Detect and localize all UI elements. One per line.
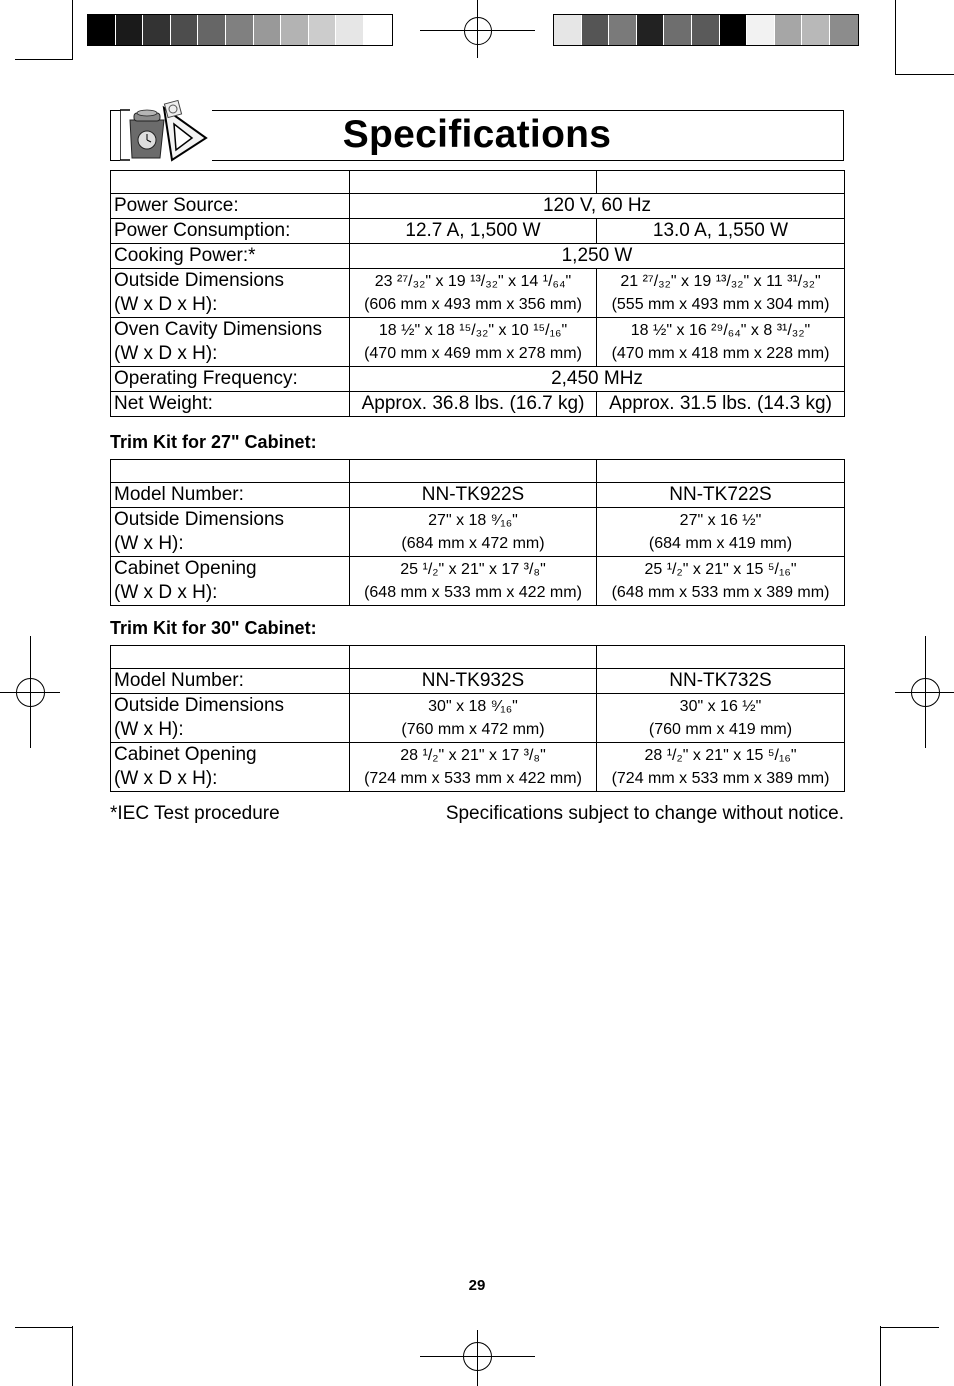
label-line: (W x D x H):: [114, 343, 218, 364]
table-header-row: [111, 460, 845, 483]
value-line: (724 mm x 533 mm x 422 mm): [364, 770, 582, 787]
row-value-a: [350, 318, 597, 367]
table-row: [111, 743, 845, 792]
row-value-b: [597, 269, 845, 318]
table-row: [111, 318, 845, 367]
value-line: 18 ½" x 16 ²⁹/₆₄" x 8 ³¹/₃₂": [630, 322, 811, 339]
color-swatch: [582, 15, 610, 45]
row-value-b: [597, 743, 845, 792]
registration-mark-top: [464, 17, 492, 45]
row-value-b: 13.0 A, 1,550 W: [597, 219, 845, 244]
label-line: Outside Dimensions: [114, 270, 285, 291]
table-row: [111, 367, 845, 392]
trim27-heading: Trim Kit for 27" Cabinet:: [110, 432, 317, 452]
row-label: [111, 318, 350, 367]
label-line: Outside Dimensions: [114, 509, 285, 530]
value-line: 25 ¹/₂" x 21" x 17 ³/₈": [400, 561, 546, 578]
color-swatch: [254, 15, 282, 45]
value-line: (470 mm x 418 mm x 228 mm): [611, 345, 830, 362]
row-value-a: 12.7 A, 1,500 W: [350, 219, 597, 244]
row-value-a: [350, 269, 597, 318]
color-swatch: [309, 15, 337, 45]
table-header-row: [111, 171, 845, 194]
color-swatch: [664, 15, 692, 45]
table-row: [111, 392, 845, 417]
color-swatch: [637, 15, 665, 45]
footnote-iec: *IEC Test procedure: [110, 803, 280, 824]
value-line: (470 mm x 469 mm x 278 mm): [364, 345, 582, 362]
color-bar-right: [553, 14, 859, 46]
trim30-table: [110, 645, 845, 792]
label-line: (W x H):: [114, 719, 184, 740]
row-label: Operating Frequency:: [111, 367, 350, 392]
color-swatch: [171, 15, 199, 45]
footnote-disclaimer: Specifications subject to change without notice.: [445, 803, 844, 824]
model-number-b: NN-TK722S: [597, 483, 845, 508]
table-row: [111, 557, 845, 606]
value-line: 27" x 16 ½": [679, 512, 762, 529]
label-line: (W x D x H):: [114, 294, 218, 315]
value-line: (648 mm x 533 mm x 422 mm): [364, 584, 582, 601]
model-number-a: NN-TK932S: [350, 669, 597, 694]
table-row: [111, 219, 845, 244]
row-label: Power Consumption:: [111, 219, 350, 244]
color-swatch: [364, 15, 392, 45]
value-line: 23 ²⁷/₃₂" x 19 ¹³/₃₂" x 14 ¹/₆₄": [374, 273, 572, 290]
row-value-b: [597, 557, 845, 606]
row-label: [111, 694, 350, 743]
row-value-b: Approx. 31.5 lbs. (14.3 kg): [597, 392, 845, 417]
row-label: Net Weight:: [111, 392, 350, 417]
row-label: Power Source:: [111, 194, 350, 219]
label-line: (W x D x H):: [114, 582, 218, 603]
label-line: (W x D x H):: [114, 768, 218, 789]
value-line: 25 ¹/₂" x 21" x 15 ⁵/₁₆": [644, 561, 797, 578]
trim27-table: [110, 459, 845, 606]
value-line: (648 mm x 533 mm x 389 mm): [611, 584, 830, 601]
label-line: Outside Dimensions: [114, 695, 285, 716]
color-swatch: [198, 15, 226, 45]
value-line: (684 mm x 472 mm): [401, 535, 545, 552]
table-row: [111, 508, 845, 557]
row-value-a: [350, 557, 597, 606]
specs-table: [110, 170, 845, 417]
value-line: (684 mm x 419 mm): [648, 535, 793, 552]
table-header-row: [111, 646, 845, 669]
color-swatch: [830, 15, 858, 45]
color-bar-left: [87, 14, 393, 46]
row-value-b: [597, 318, 845, 367]
row-value-b: [597, 694, 845, 743]
value-line: (555 mm x 493 mm x 304 mm): [611, 296, 830, 313]
value-line: 28 ¹/₂" x 21" x 15 ⁵/₁₆": [644, 747, 797, 764]
page-number: 29: [468, 1277, 486, 1294]
row-label: Cooking Power:*: [111, 244, 350, 269]
value-line: 28 ¹/₂" x 21" x 17 ³/₈": [400, 747, 546, 764]
row-value-b: [597, 508, 845, 557]
table-row: [111, 244, 845, 269]
row-value-a: Approx. 36.8 lbs. (16.7 kg): [350, 392, 597, 417]
row-value-a: [350, 743, 597, 792]
label-line: Oven Cavity Dimensions: [114, 319, 323, 340]
timer-triangle-icon: [120, 98, 212, 164]
color-swatch: [143, 15, 171, 45]
color-swatch: [116, 15, 144, 45]
value-line: (760 mm x 419 mm): [648, 721, 793, 738]
model-number-b: NN-TK732S: [597, 669, 845, 694]
row-label: Model Number:: [111, 483, 350, 508]
label-line: (W x H):: [114, 533, 184, 554]
color-swatch: [802, 15, 830, 45]
value-line: 18 ½" x 18 ¹⁵/₃₂" x 10 ¹⁵/₁₆": [378, 322, 568, 339]
color-swatch: [775, 15, 803, 45]
color-swatch: [554, 15, 582, 45]
value-line: 30" x 18 ⁹⁄₁₆": [428, 698, 518, 715]
registration-mark-right: [911, 678, 940, 707]
table-row: [111, 194, 845, 219]
row-value: 120 V, 60 Hz: [350, 194, 845, 219]
row-label: [111, 557, 350, 606]
row-value: 1,250 W: [350, 244, 845, 269]
table-row: [111, 269, 845, 318]
trim30-heading: Trim Kit for 30" Cabinet:: [110, 618, 317, 638]
table-row: [111, 483, 845, 508]
registration-mark-bottom: [463, 1342, 492, 1371]
row-label: [111, 743, 350, 792]
color-swatch: [609, 15, 637, 45]
row-label: [111, 508, 350, 557]
value-line: (760 mm x 472 mm): [401, 721, 545, 738]
color-swatch: [88, 15, 116, 45]
table-row: [111, 694, 845, 743]
page-title: Specifications: [342, 113, 612, 156]
table-row: [111, 669, 845, 694]
model-number-a: NN-TK922S: [350, 483, 597, 508]
color-swatch: [336, 15, 364, 45]
value-line: 27" x 18 ⁹⁄₁₆": [428, 512, 518, 529]
color-swatch: [692, 15, 720, 45]
value-line: 21 ²⁷/₃₂" x 19 ¹³/₃₂" x 11 ³¹/₃₂": [620, 273, 821, 290]
color-swatch: [720, 15, 748, 45]
row-label: Model Number:: [111, 669, 350, 694]
value-line: 30" x 16 ½": [679, 698, 762, 715]
color-swatch: [226, 15, 254, 45]
color-swatch: [747, 15, 775, 45]
value-line: (606 mm x 493 mm x 356 mm): [364, 296, 582, 313]
label-line: Cabinet Opening: [114, 744, 257, 765]
row-value-a: [350, 508, 597, 557]
registration-mark-left: [16, 678, 45, 707]
row-value: 2,450 MHz: [350, 367, 845, 392]
row-value-a: [350, 694, 597, 743]
value-line: (724 mm x 533 mm x 389 mm): [611, 770, 830, 787]
color-swatch: [281, 15, 309, 45]
label-line: Cabinet Opening: [114, 558, 257, 579]
title-box: [110, 110, 844, 161]
row-label: [111, 269, 350, 318]
